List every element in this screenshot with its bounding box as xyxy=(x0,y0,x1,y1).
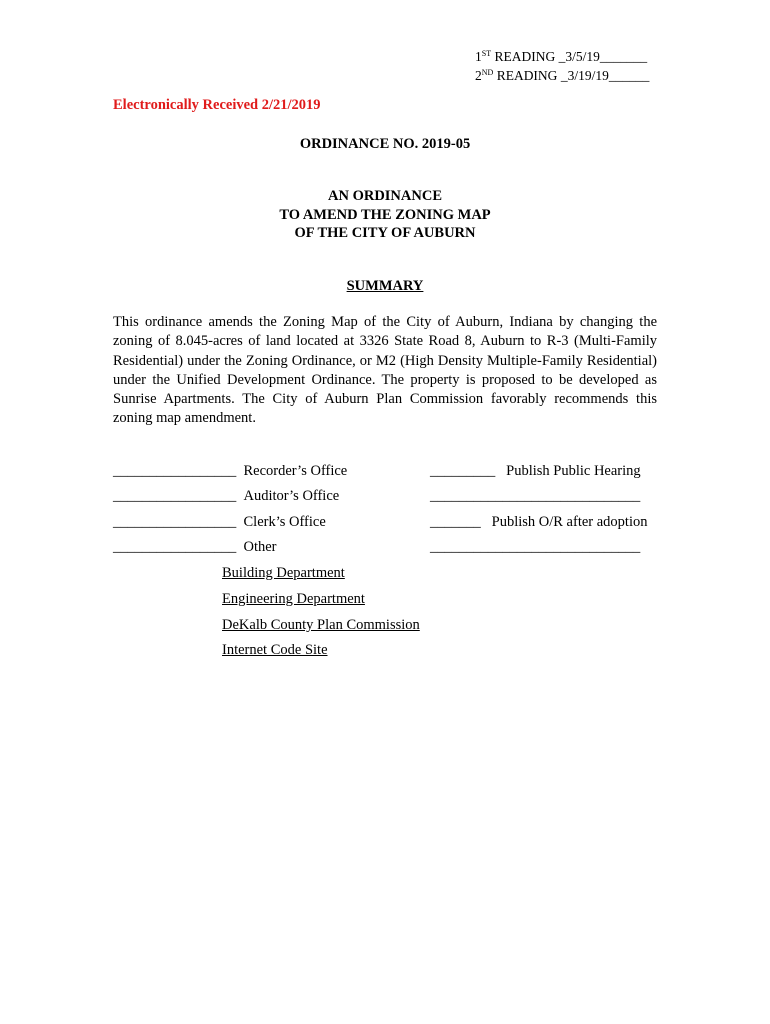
copy-recipient: Internet Code Site xyxy=(222,642,328,658)
second-reading xyxy=(475,65,649,84)
distribution-row xyxy=(113,488,339,505)
title-line-3: OF THE CITY OF AUBURN xyxy=(294,225,476,241)
first-reading-label: READING xyxy=(491,49,559,64)
publish-blank: _____________________________ xyxy=(430,539,641,555)
first-reading xyxy=(475,46,649,65)
publish-row xyxy=(430,539,640,556)
publish-row xyxy=(430,463,641,480)
received-stamp: Electronically Received 2/21/2019 xyxy=(113,97,321,113)
second-reading-num: 2 xyxy=(475,68,482,83)
first-reading-num: 1 xyxy=(475,49,482,64)
second-reading-value: _3/19/19______ xyxy=(560,68,650,83)
publish-blank: _________ xyxy=(430,463,496,479)
reading-dates xyxy=(475,46,649,84)
title-line-1: AN ORDINANCE xyxy=(328,188,442,204)
copy-recipient: Building Department xyxy=(222,565,345,581)
distribution-row xyxy=(113,539,277,556)
publish-row xyxy=(430,514,648,531)
ordinance-title xyxy=(0,187,770,243)
distribution-row xyxy=(113,463,347,480)
ordinance-number: ORDINANCE NO. 2019-05 xyxy=(299,136,471,152)
distribution-row xyxy=(113,514,326,531)
title-line-2: TO AMEND THE ZONING MAP xyxy=(279,206,491,223)
first-reading-sup: ST xyxy=(481,49,492,58)
distribution-label: Auditor’s Office xyxy=(243,488,340,504)
summary-text: This ordinance amends the Zoning Map of the City of Auburn, Indiana by changing the zoning of 8.045-acres of land located at 3326 State Road 8, Auburn to R-3 (Multi-Family Residential) under the Zoning Ordinance, or M2 (High Density Multiple-Family Residential) under the Unified Development Ordinance. The property is proposed to be developed as Sunrise Apartments. The City of Auburn Plan Commission favorably recommends this zoning map amendment. xyxy=(113,314,657,427)
distribution-blank: _________________ xyxy=(113,539,237,555)
publish-blank: _____________________________ xyxy=(430,488,641,504)
second-reading-sup: ND xyxy=(481,68,494,77)
distribution-label: Other xyxy=(243,539,277,555)
second-reading-label: READING xyxy=(493,68,561,83)
distribution-blank: _________________ xyxy=(113,514,237,530)
summary-heading: SUMMARY xyxy=(346,278,424,294)
publish-label: Publish O/R after adoption xyxy=(491,514,648,530)
distribution-blank: _________________ xyxy=(113,463,237,479)
copy-recipient: DeKalb County Plan Commission xyxy=(222,617,420,633)
distribution-label: Recorder’s Office xyxy=(243,463,348,479)
distribution-label: Clerk’s Office xyxy=(243,514,326,530)
publish-row xyxy=(430,488,640,505)
distribution-blank: _________________ xyxy=(113,488,237,504)
first-reading-value: _3/5/19_______ xyxy=(558,49,648,64)
copy-recipient: Engineering Department xyxy=(222,591,365,607)
publish-blank: _______ xyxy=(430,514,481,530)
publish-label: Publish Public Hearing xyxy=(506,463,641,479)
